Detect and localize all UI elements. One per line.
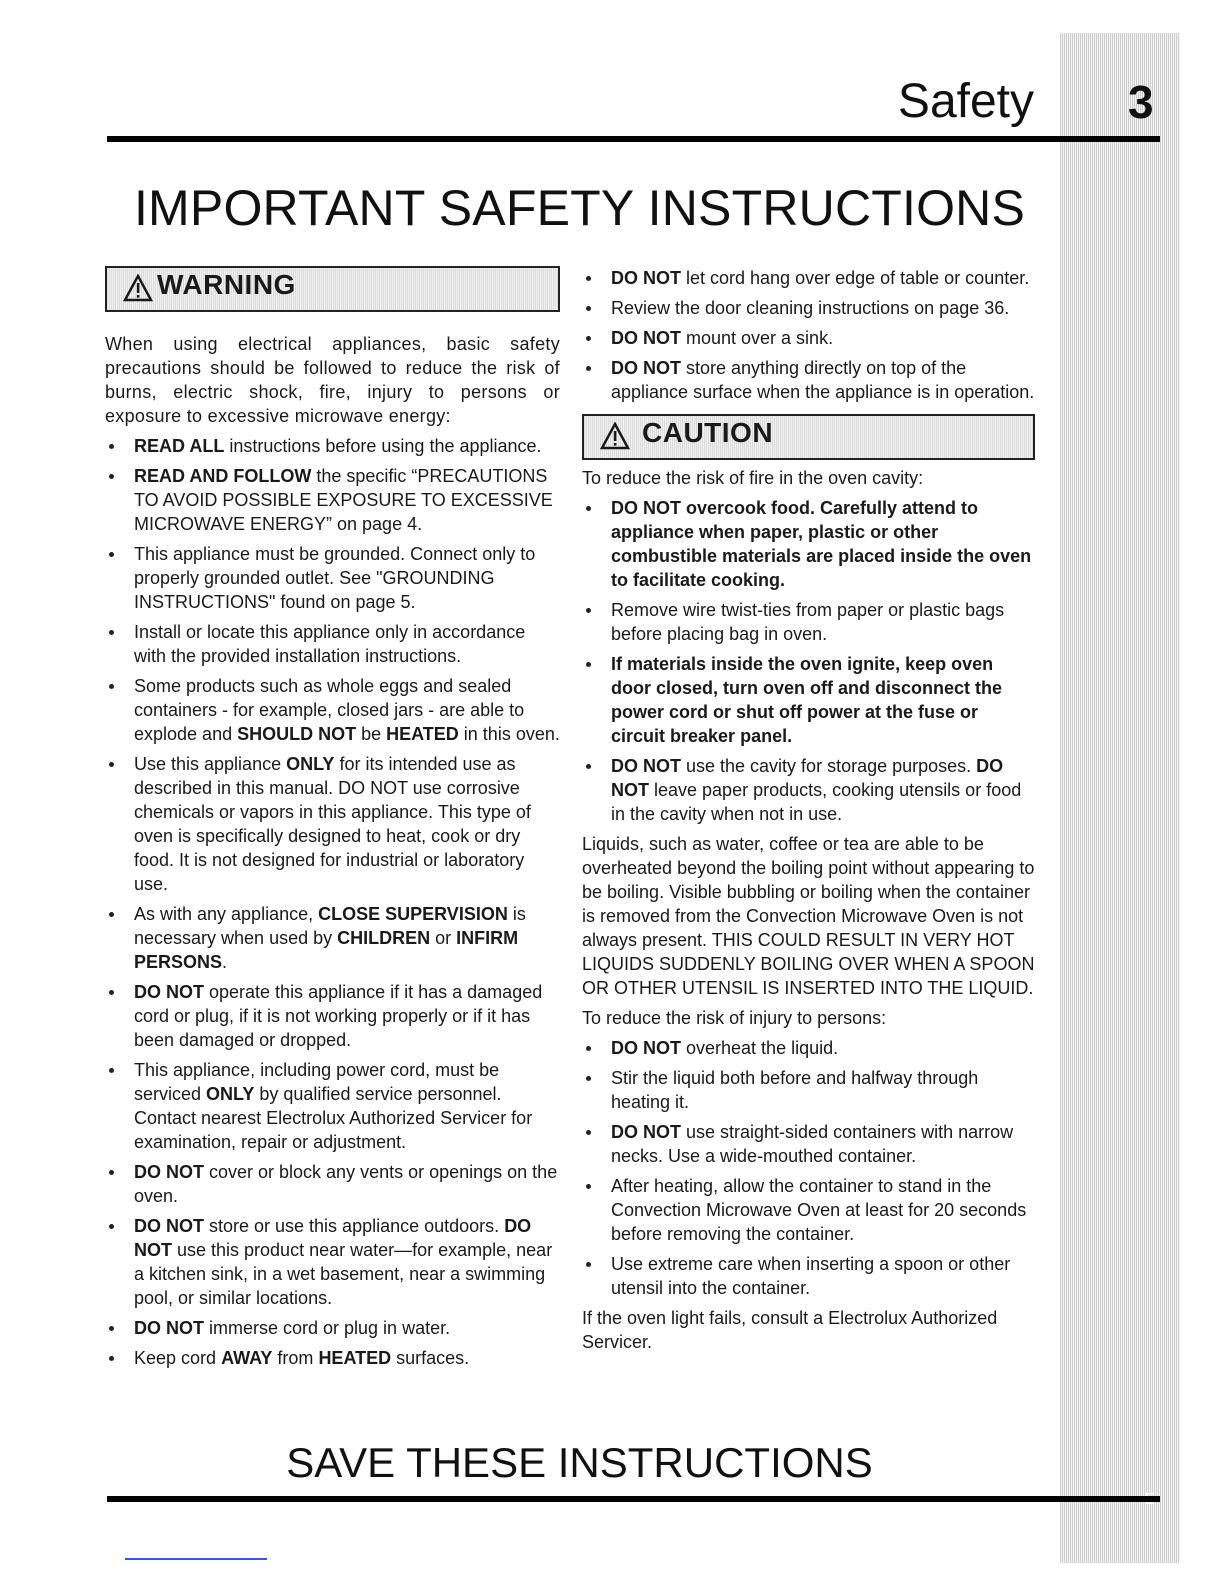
- list-item: DO NOT overcook food. Carefully attend to appliance when paper, plastic or other combustible materials are placed inside the oven to facilitate cooking.: [582, 496, 1035, 592]
- warning-triangle-icon: [123, 274, 153, 302]
- top-list: [582, 266, 1035, 404]
- list-item: Review the door cleaning instructions on page 36.: [582, 296, 1035, 320]
- injury-intro: To reduce the risk of injury to persons:: [582, 1008, 887, 1028]
- list-item: DO NOT let cord hang over edge of table or counter.: [582, 266, 1035, 290]
- list-item: Some products such as whole eggs and sealed containers - for example, closed jars - are able to explode and SHOULD NOT be HEATED in this oven.: [105, 674, 560, 746]
- right-column: [582, 266, 1035, 1360]
- page-title: IMPORTANT SAFETY INSTRUCTIONS: [133, 180, 1026, 236]
- caution-banner: [582, 414, 1035, 460]
- list-item: DO NOT store anything directly on top of the appliance surface when the appliance is in operation.: [582, 356, 1035, 404]
- injury-list: [582, 1036, 1035, 1300]
- warning-intro: When using electrical appliances, basic safety precautions should be followed to reduce the risk of burns, electric shock, fire, injury to persons or exposure to excessive microwave energy:: [105, 334, 560, 426]
- save-instructions-title: SAVE THESE INSTRUCTIONS: [286, 1439, 873, 1486]
- section-title: Safety: [897, 75, 1034, 128]
- list-item: Stir the liquid both before and halfway through heating it.: [582, 1066, 1035, 1114]
- warning-list: [105, 434, 560, 1370]
- list-item: DO NOT use straight-sided containers with narrow necks. Use a wide-mouthed container.: [582, 1120, 1035, 1168]
- list-item: READ ALL instructions before using the appliance.: [105, 434, 560, 458]
- caution-label: CAUTION: [642, 417, 774, 448]
- caution-list: [582, 496, 1035, 826]
- side-tab: [1060, 33, 1180, 1563]
- list-item: Keep cord AWAY from HEATED surfaces.: [105, 1346, 560, 1370]
- list-item: Remove wire twist-ties from paper or plastic bags before placing bag in oven.: [582, 598, 1035, 646]
- list-item: DO NOT use the cavity for storage purposes. DO NOT leave paper products, cooking utensils or food in the cavity when not in use.: [582, 754, 1035, 826]
- list-item: DO NOT immerse cord or plug in water.: [105, 1316, 560, 1340]
- liquids-paragraph: Liquids, such as water, coffee or tea are able to be overheated beyond the boiling point without appearing to be boiling. Visible bubbling or boiling when the container is removed from the Convection Microwave Oven is not always present. THIS COULD RESULT IN VERY HOT LIQUIDS SUDDENLY BOILING OVER WHEN A SPOON OR OTHER UTENSIL IS INSERTED INTO THE LIQUID.: [582, 834, 1035, 998]
- warning-label: WARNING: [157, 269, 296, 300]
- page-number: 3: [1128, 76, 1154, 128]
- footer-rule: [107, 1496, 1160, 1502]
- list-item: Use this appliance ONLY for its intended use as described in this manual. DO NOT use corrosive chemicals or vapors in this appliance. This type of oven is specifically designed to heat, cook or dry food. It is not designed for industrial or laboratory use.: [105, 752, 560, 896]
- list-item: If materials inside the oven ignite, keep oven door closed, turn oven off and disconnect the power cord or shut off power at the fuse or circuit breaker panel.: [582, 652, 1035, 748]
- left-column: [105, 266, 560, 1376]
- list-item: Use extreme care when inserting a spoon or other utensil into the container.: [582, 1252, 1035, 1300]
- footer-link-line: [125, 1558, 267, 1560]
- list-item: DO NOT mount over a sink.: [582, 326, 1035, 350]
- list-item: READ AND FOLLOW the specific “PRECAUTIONS TO AVOID POSSIBLE EXPOSURE TO EXCESSIVE MICROWAVE ENERGY” on page 4.: [105, 464, 560, 536]
- list-item: DO NOT store or use this appliance outdoors. DO NOT use this product near water—for example, near a kitchen sink, in a wet basement, near a swimming pool, or similar locations.: [105, 1214, 560, 1310]
- caution-intro: To reduce the risk of fire in the oven cavity:: [582, 468, 924, 488]
- list-item: Install or locate this appliance only in accordance with the provided installation instructions.: [105, 620, 560, 668]
- list-item: DO NOT overheat the liquid.: [582, 1036, 1035, 1060]
- header-rule: [107, 136, 1160, 142]
- warning-triangle-icon: [600, 422, 630, 450]
- list-item: This appliance must be grounded. Connect only to properly grounded outlet. See "GROUNDING INSTRUCTIONS" found on page 5.: [105, 542, 560, 614]
- list-item: After heating, allow the container to stand in the Convection Microwave Oven at least for 20 seconds before removing the container.: [582, 1174, 1035, 1246]
- list-item: This appliance, including power cord, must be serviced ONLY by qualified service personnel. Contact nearest Electrolux Authorized Servicer for examination, repair or adjustment.: [105, 1058, 560, 1154]
- warning-banner: [105, 266, 560, 312]
- oven-light-paragraph: If the oven light fails, consult a Electrolux Authorized Servicer.: [582, 1308, 998, 1352]
- list-item: DO NOT cover or block any vents or openings on the oven.: [105, 1160, 560, 1208]
- list-item: As with any appliance, CLOSE SUPERVISION is necessary when used by CHILDREN or INFIRM PERSONS.: [105, 902, 560, 974]
- list-item: DO NOT operate this appliance if it has a damaged cord or plug, if it is not working properly or if it has been damaged or dropped.: [105, 980, 560, 1052]
